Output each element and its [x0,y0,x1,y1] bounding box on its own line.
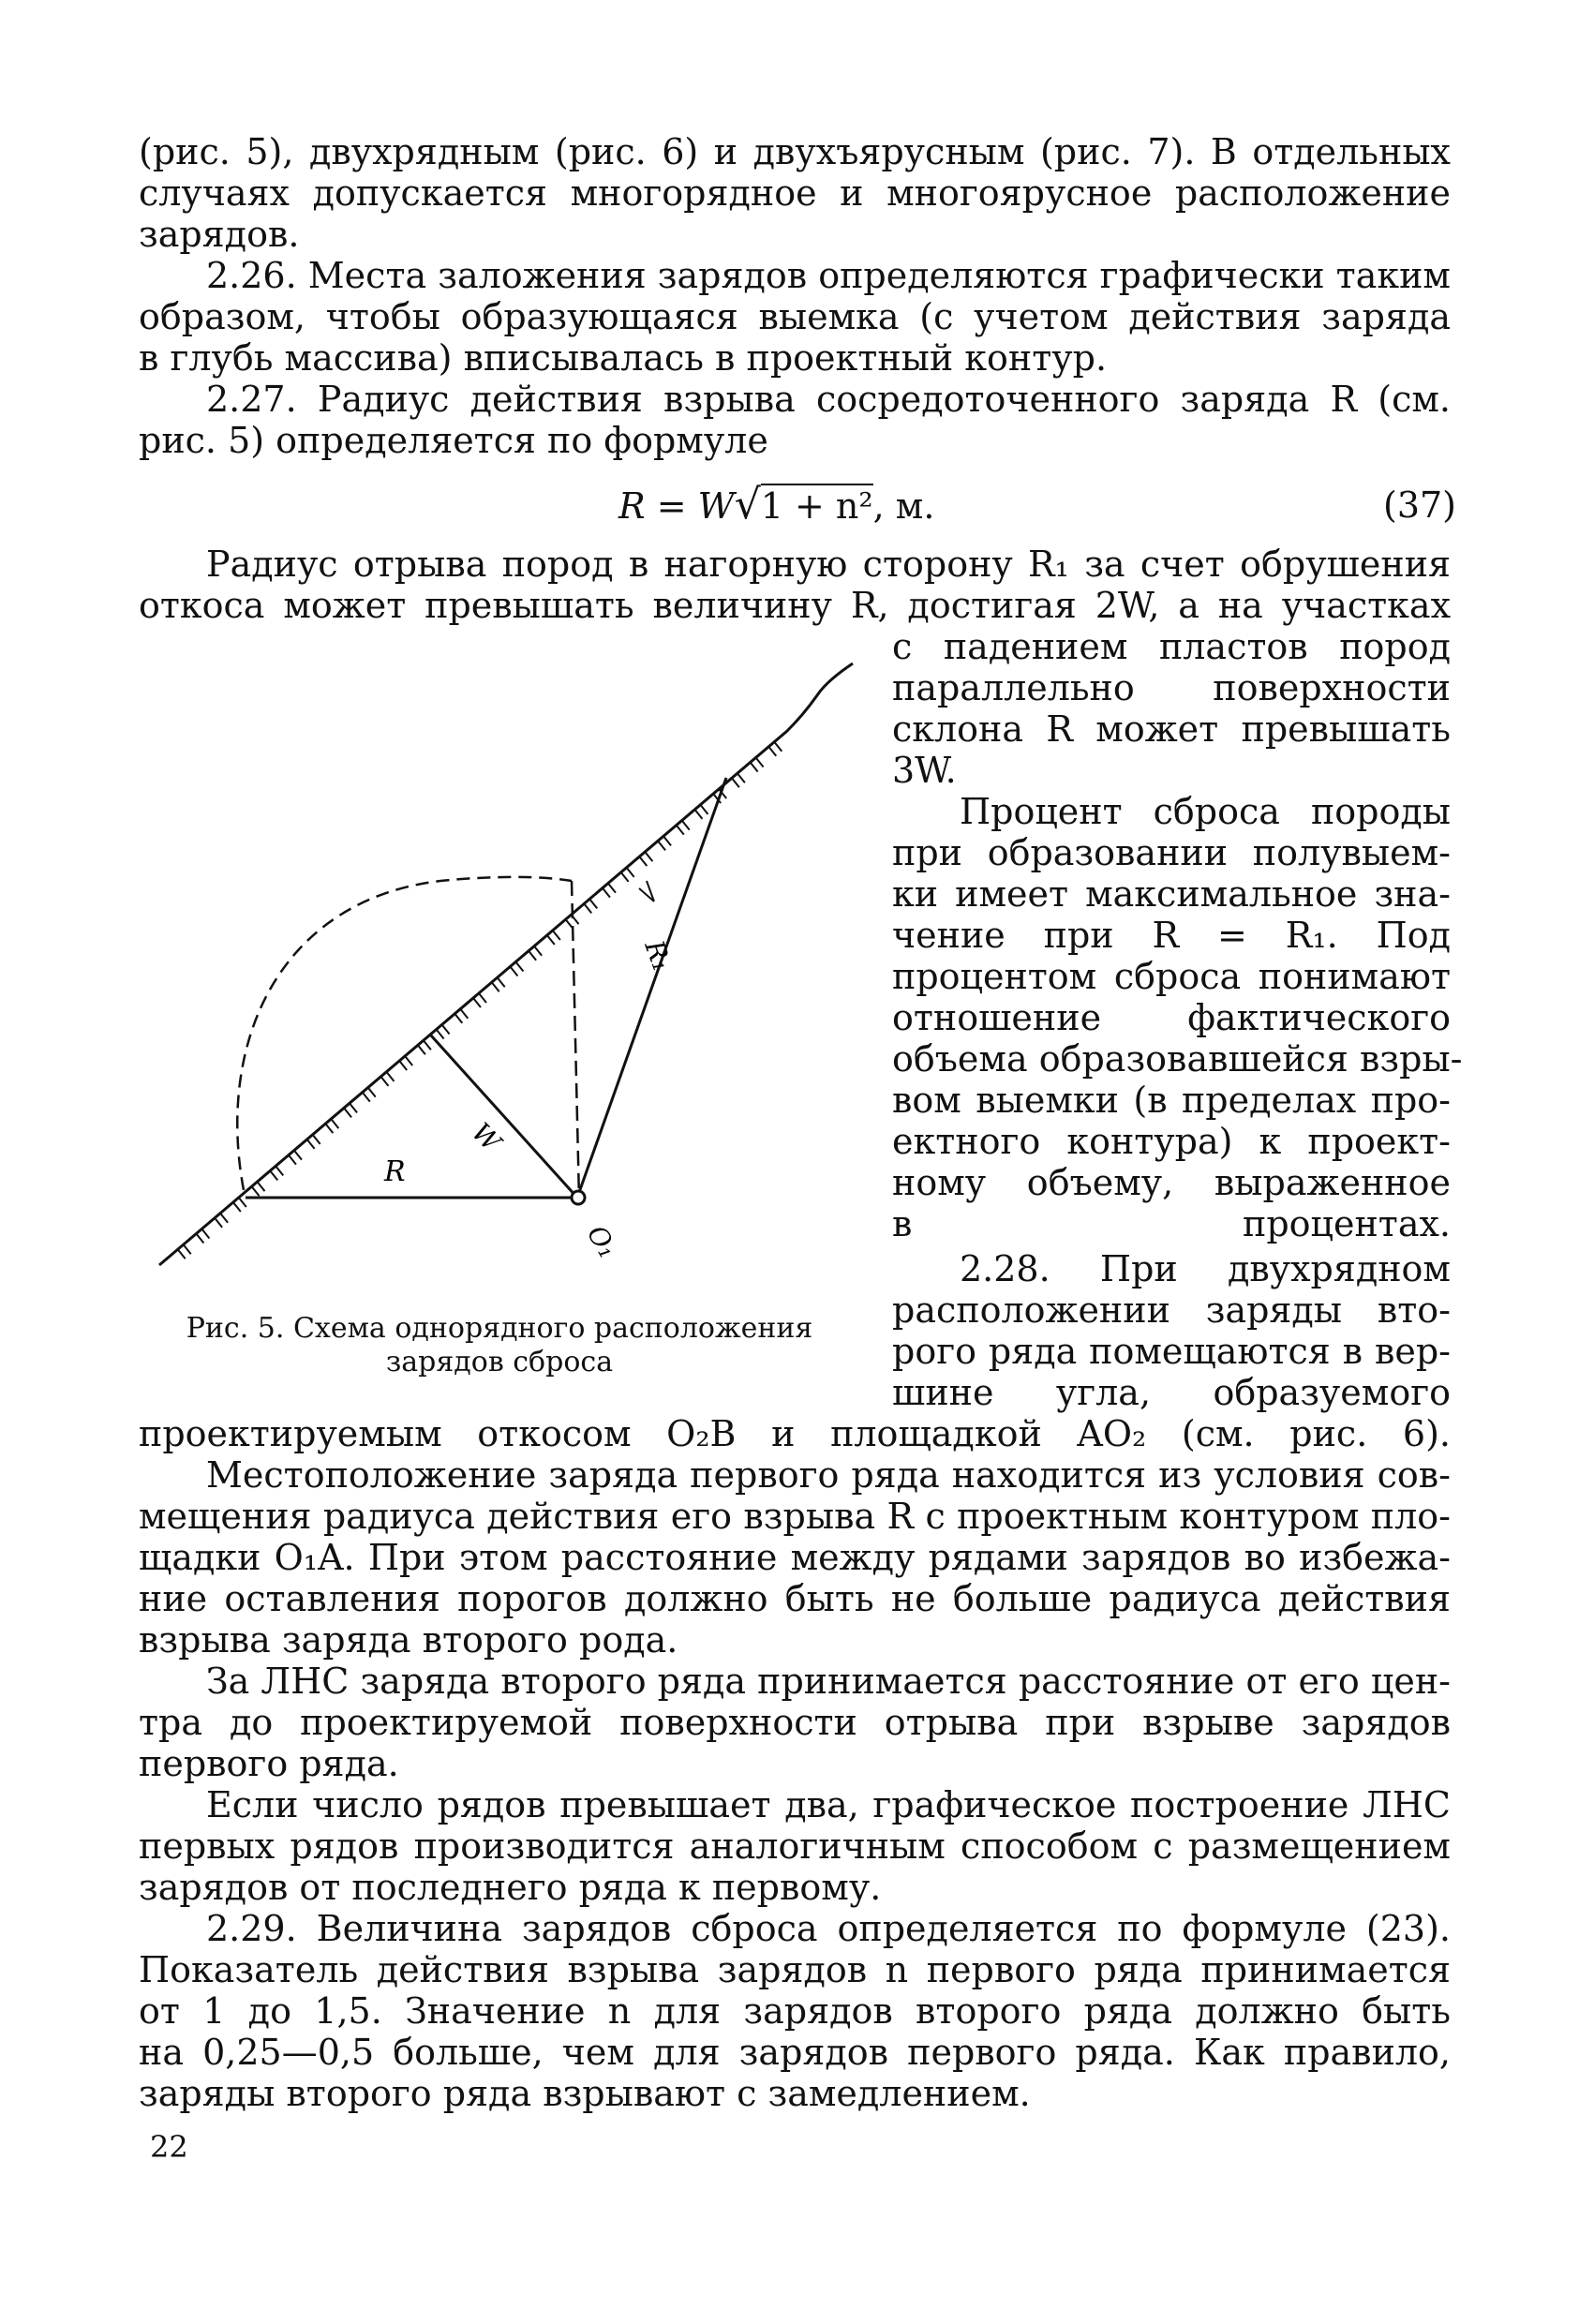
vertical-dashed-line [572,881,579,1199]
text-line: чение при R = R₁. Под [892,915,1451,956]
text-line: с падением пластов пород [892,626,1451,667]
text-line: Если число рядов превышает два, графическое построение ЛНС [206,1784,1451,1825]
text-line: Показатель действия взрыва зарядов n первого ряда принимается [139,1949,1451,1990]
text-line: взрыва заряда второго рода. [139,1619,678,1661]
text-line: 2.28. При двухрядном [960,1248,1451,1289]
page-number: 22 [150,2129,188,2165]
slope-line [159,663,853,1265]
text-line: 2.27. Радиус действия взрыва сосредоточенного заряда R (см. [206,379,1451,420]
text-line: вом выемки (в пределах про- [892,1080,1451,1121]
text-line: склона R может превышать [892,708,1451,750]
paragraph-2-27 [139,379,1451,461]
text-line: случаях допускается многорядное и многоярусное расположение [139,172,1451,214]
right-column-3 [892,1248,1451,1413]
text-line: на 0,25—0,5 больше, чем для зарядов первого ряда. Как правило, [139,2032,1451,2073]
formula-radicand: 1 + n² [760,485,873,527]
text-line: первого ряда. [139,1743,399,1784]
formula-37 [618,481,935,529]
text-line: первых рядов производится аналогичным способом с размещением [139,1825,1451,1867]
text-line: при образовании полувыем- [892,832,1451,873]
hatch-marks [178,742,782,1259]
formula-w: W [697,485,735,527]
text-line: от 1 до 1,5. Значение n для зарядов второго ряда должно быть [139,1990,1451,2032]
right-column-2 [892,791,1463,1244]
caption-line: Рис. 5. Схема однорядного расположения [186,1312,813,1345]
text-line: расположении заряды вто- [892,1289,1451,1331]
text-line: образом, чтобы образующаяся выемка (с учетом действия заряда [139,296,1451,337]
paragraph-continuation [139,1413,1451,1454]
text-line: ному объему, выраженное [892,1162,1451,1203]
paragraph-location [139,1454,1451,1661]
label-W: W [466,1116,507,1158]
dashed-arc [237,877,572,1190]
figure-5-diagram [141,647,871,1293]
paragraph-radius [139,544,1451,626]
sqrt-icon: √ [734,481,761,529]
text-line: шине угла, образуемого [892,1372,1451,1413]
text-line: рого ряда помещаются в вер- [892,1331,1451,1372]
label-R1: R₁ [638,936,678,976]
W-line [431,1035,577,1198]
text-line: процентом сброса понимают [892,956,1451,997]
text-line: ки имеет максимальное зна- [892,873,1451,915]
paragraph-1 [139,131,1451,255]
text-line: откоса может превышать величину R, достигая 2W, а на участках [139,585,1451,626]
equation-number: (37) [1383,484,1457,526]
text-line: рис. 5) определяется по формуле [139,420,768,461]
text-line: в глубь массива) вписывалась в проектный контур. [139,337,1108,379]
text-line: Местоположение заряда первого ряда находится из условия сов- [206,1454,1451,1496]
text-line: заряды второго ряда взрывают с замедлением. [139,2073,1031,2114]
text-line: щадки O₁A. При этом расстояние между рядами зарядов во избежа- [139,1537,1451,1578]
text-line: ние оставления порогов должно быть не больше радиуса действия [139,1578,1451,1619]
text-line: в процентах. [892,1203,1451,1244]
text-line: проектируемым откосом O₂B и площадкой AO₂ (см. рис. 6). [139,1413,1451,1454]
text-line: Радиус отрыва пород в нагорную сторону R₁ за счет обрушения [206,544,1451,585]
arrow-mark-icon [639,881,654,901]
radius-R1-line [577,778,726,1198]
text-line: Процент сброса породы [960,791,1451,832]
text-line: ектного контура) к проект- [892,1121,1451,1162]
text-line: 2.26. Места заложения зарядов определяются графически таким [206,255,1451,296]
figure-caption [139,1312,860,1379]
label-R: R [384,1155,406,1188]
text-line: (рис. 5), двухрядным (рис. 6) и двухъярусным (рис. 7). В отдельных [139,131,1451,172]
formula-lhs: R [618,485,646,527]
text-line: объема образовавшейся взры- [892,1038,1463,1080]
paragraph-lns [139,1661,1451,1784]
right-column-1 [892,626,1451,791]
text-line: мещения радиуса действия его взрыва R с проектным контуром пло- [139,1496,1451,1537]
paragraph-2-26 [139,255,1451,379]
formula-eq: = [645,485,698,527]
label-O1: O₁ [580,1220,624,1264]
caption-line: зарядов сброса [385,1346,614,1378]
charge-point-icon [572,1191,585,1204]
text-line: 2.29. Величина зарядов сброса определяется по формуле (23). [206,1908,1451,1949]
text-line: 3W. [892,750,957,791]
text-line: параллельно поверхности [892,667,1451,708]
text-line: тра до проектируемой поверхности отрыва при взрыве зарядов [139,1702,1451,1743]
paragraph-rows [139,1784,1451,1908]
text-line: зарядов от последнего ряда к первому. [139,1867,882,1908]
text-line: За ЛНС заряда второго ряда принимается расстояние от его цен- [206,1661,1451,1702]
paragraph-2-29 [139,1908,1451,2114]
text-line: зарядов. [139,214,300,255]
formula-unit: , м. [872,485,935,527]
text-line: отношение фактического [892,997,1451,1038]
